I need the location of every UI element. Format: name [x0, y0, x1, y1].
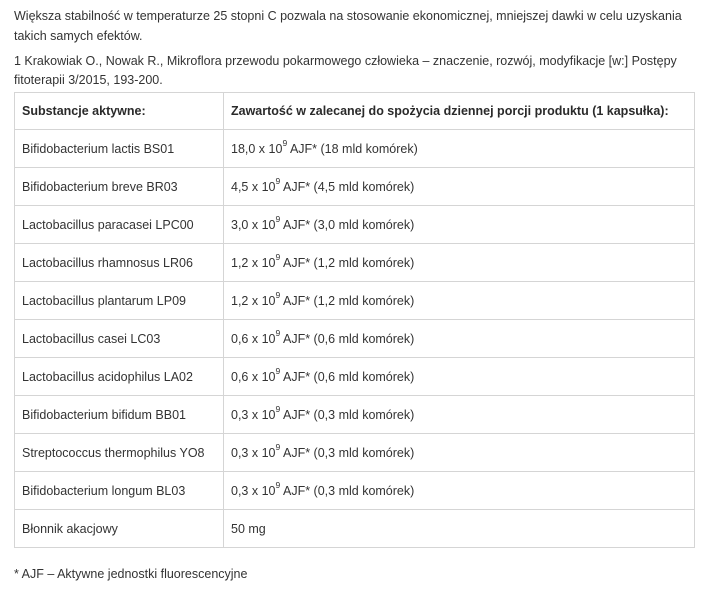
table-row	[15, 282, 695, 320]
amount-detail: AJF* (3,0 mld komórek)	[280, 217, 415, 232]
substance-amount	[224, 510, 695, 548]
substance-amount	[224, 130, 695, 168]
substance-name: Bifidobacterium lactis BS01	[15, 130, 224, 168]
amount-value: 0,3 x 10	[231, 445, 276, 460]
amount-value: 1,2 x 10	[231, 255, 276, 270]
header-substances: Substancje aktywne:	[15, 93, 224, 130]
intro-paragraph: Większa stabilność w temperaturze 25 stopni C pozwala na stosowanie ekonomicznej, mniejszej dawki w celu uzyskania takich samych efektów.	[14, 9, 682, 43]
header-content: Zawartość w zalecanej do spożycia dziennej porcji produktu (1 kapsułka):	[224, 93, 695, 130]
table-row	[15, 472, 695, 510]
amount-exponent: 9	[275, 404, 281, 415]
table-row	[15, 130, 695, 168]
substance-amount	[224, 358, 695, 396]
amount-detail: AJF* (0,3 mld komórek)	[280, 445, 415, 460]
amount-value: 3,0 x 10	[231, 217, 276, 232]
substance-name: Bifidobacterium bifidum BB01	[15, 396, 224, 434]
amount-detail: AJF* (0,3 mld komórek)	[280, 483, 415, 498]
reference-paragraph: 1 Krakowiak O., Nowak R., Mikroflora przewodu pokarmowego człowieka – znaczenie, rozwój, modyfikacje [w:] Postępy fitoterapii 3/2015, 193-200.	[14, 54, 677, 87]
table-row	[15, 320, 695, 358]
substance-amount	[224, 434, 695, 472]
amount-exponent: 9	[275, 290, 281, 301]
amount-exponent: 9	[275, 176, 281, 187]
amount-exponent: 9	[275, 442, 281, 453]
amount-exponent: 9	[275, 366, 281, 377]
substance-name: Lactobacillus casei LC03	[15, 320, 224, 358]
amount-exponent: 9	[275, 214, 281, 225]
table-header-row	[15, 93, 695, 130]
substance-amount	[224, 244, 695, 282]
substance-name: Lactobacillus acidophilus LA02	[15, 358, 224, 396]
table-row	[15, 206, 695, 244]
amount-value: 1,2 x 10	[231, 293, 276, 308]
substance-amount	[224, 472, 695, 510]
amount-exponent: 9	[275, 480, 281, 491]
substance-name: Błonnik akacjowy	[15, 510, 224, 548]
amount-value: 18,0 x 10	[231, 141, 283, 156]
amount-detail: AJF* (0,3 mld komórek)	[280, 407, 415, 422]
amount-detail: AJF* (18 mld komórek)	[287, 141, 418, 156]
substance-amount	[224, 320, 695, 358]
table-row	[15, 244, 695, 282]
footnote: * AJF – Aktywne jednostki fluorescencyjne	[14, 567, 248, 581]
substance-name: Bifidobacterium breve BR03	[15, 168, 224, 206]
amount-value: 4,5 x 10	[231, 179, 276, 194]
amount-value: 0,6 x 10	[231, 331, 276, 346]
amount-detail: AJF* (1,2 mld komórek)	[280, 255, 415, 270]
amount-value: 0,3 x 10	[231, 483, 276, 498]
amount-value: 50 mg	[231, 521, 266, 536]
table-row	[15, 510, 695, 548]
active-substances-table	[14, 92, 695, 548]
amount-exponent: 9	[275, 328, 281, 339]
amount-value: 0,3 x 10	[231, 407, 276, 422]
amount-detail: AJF* (0,6 mld komórek)	[280, 331, 415, 346]
substance-name: Lactobacillus paracasei LPC00	[15, 206, 224, 244]
table-row	[15, 396, 695, 434]
table-row	[15, 358, 695, 396]
substance-name: Streptococcus thermophilus YO8	[15, 434, 224, 472]
substance-amount	[224, 396, 695, 434]
substance-name: Lactobacillus rhamnosus LR06	[15, 244, 224, 282]
substance-amount	[224, 168, 695, 206]
substance-name: Bifidobacterium longum BL03	[15, 472, 224, 510]
amount-detail: AJF* (1,2 mld komórek)	[280, 293, 415, 308]
amount-value: 0,6 x 10	[231, 369, 276, 384]
substance-amount	[224, 206, 695, 244]
table-row	[15, 168, 695, 206]
amount-exponent: 9	[275, 252, 281, 263]
amount-exponent: 9	[282, 138, 288, 149]
amount-detail: AJF* (4,5 mld komórek)	[280, 179, 415, 194]
amount-detail: AJF* (0,6 mld komórek)	[280, 369, 415, 384]
substance-amount	[224, 282, 695, 320]
table-row	[15, 434, 695, 472]
substance-name: Lactobacillus plantarum LP09	[15, 282, 224, 320]
